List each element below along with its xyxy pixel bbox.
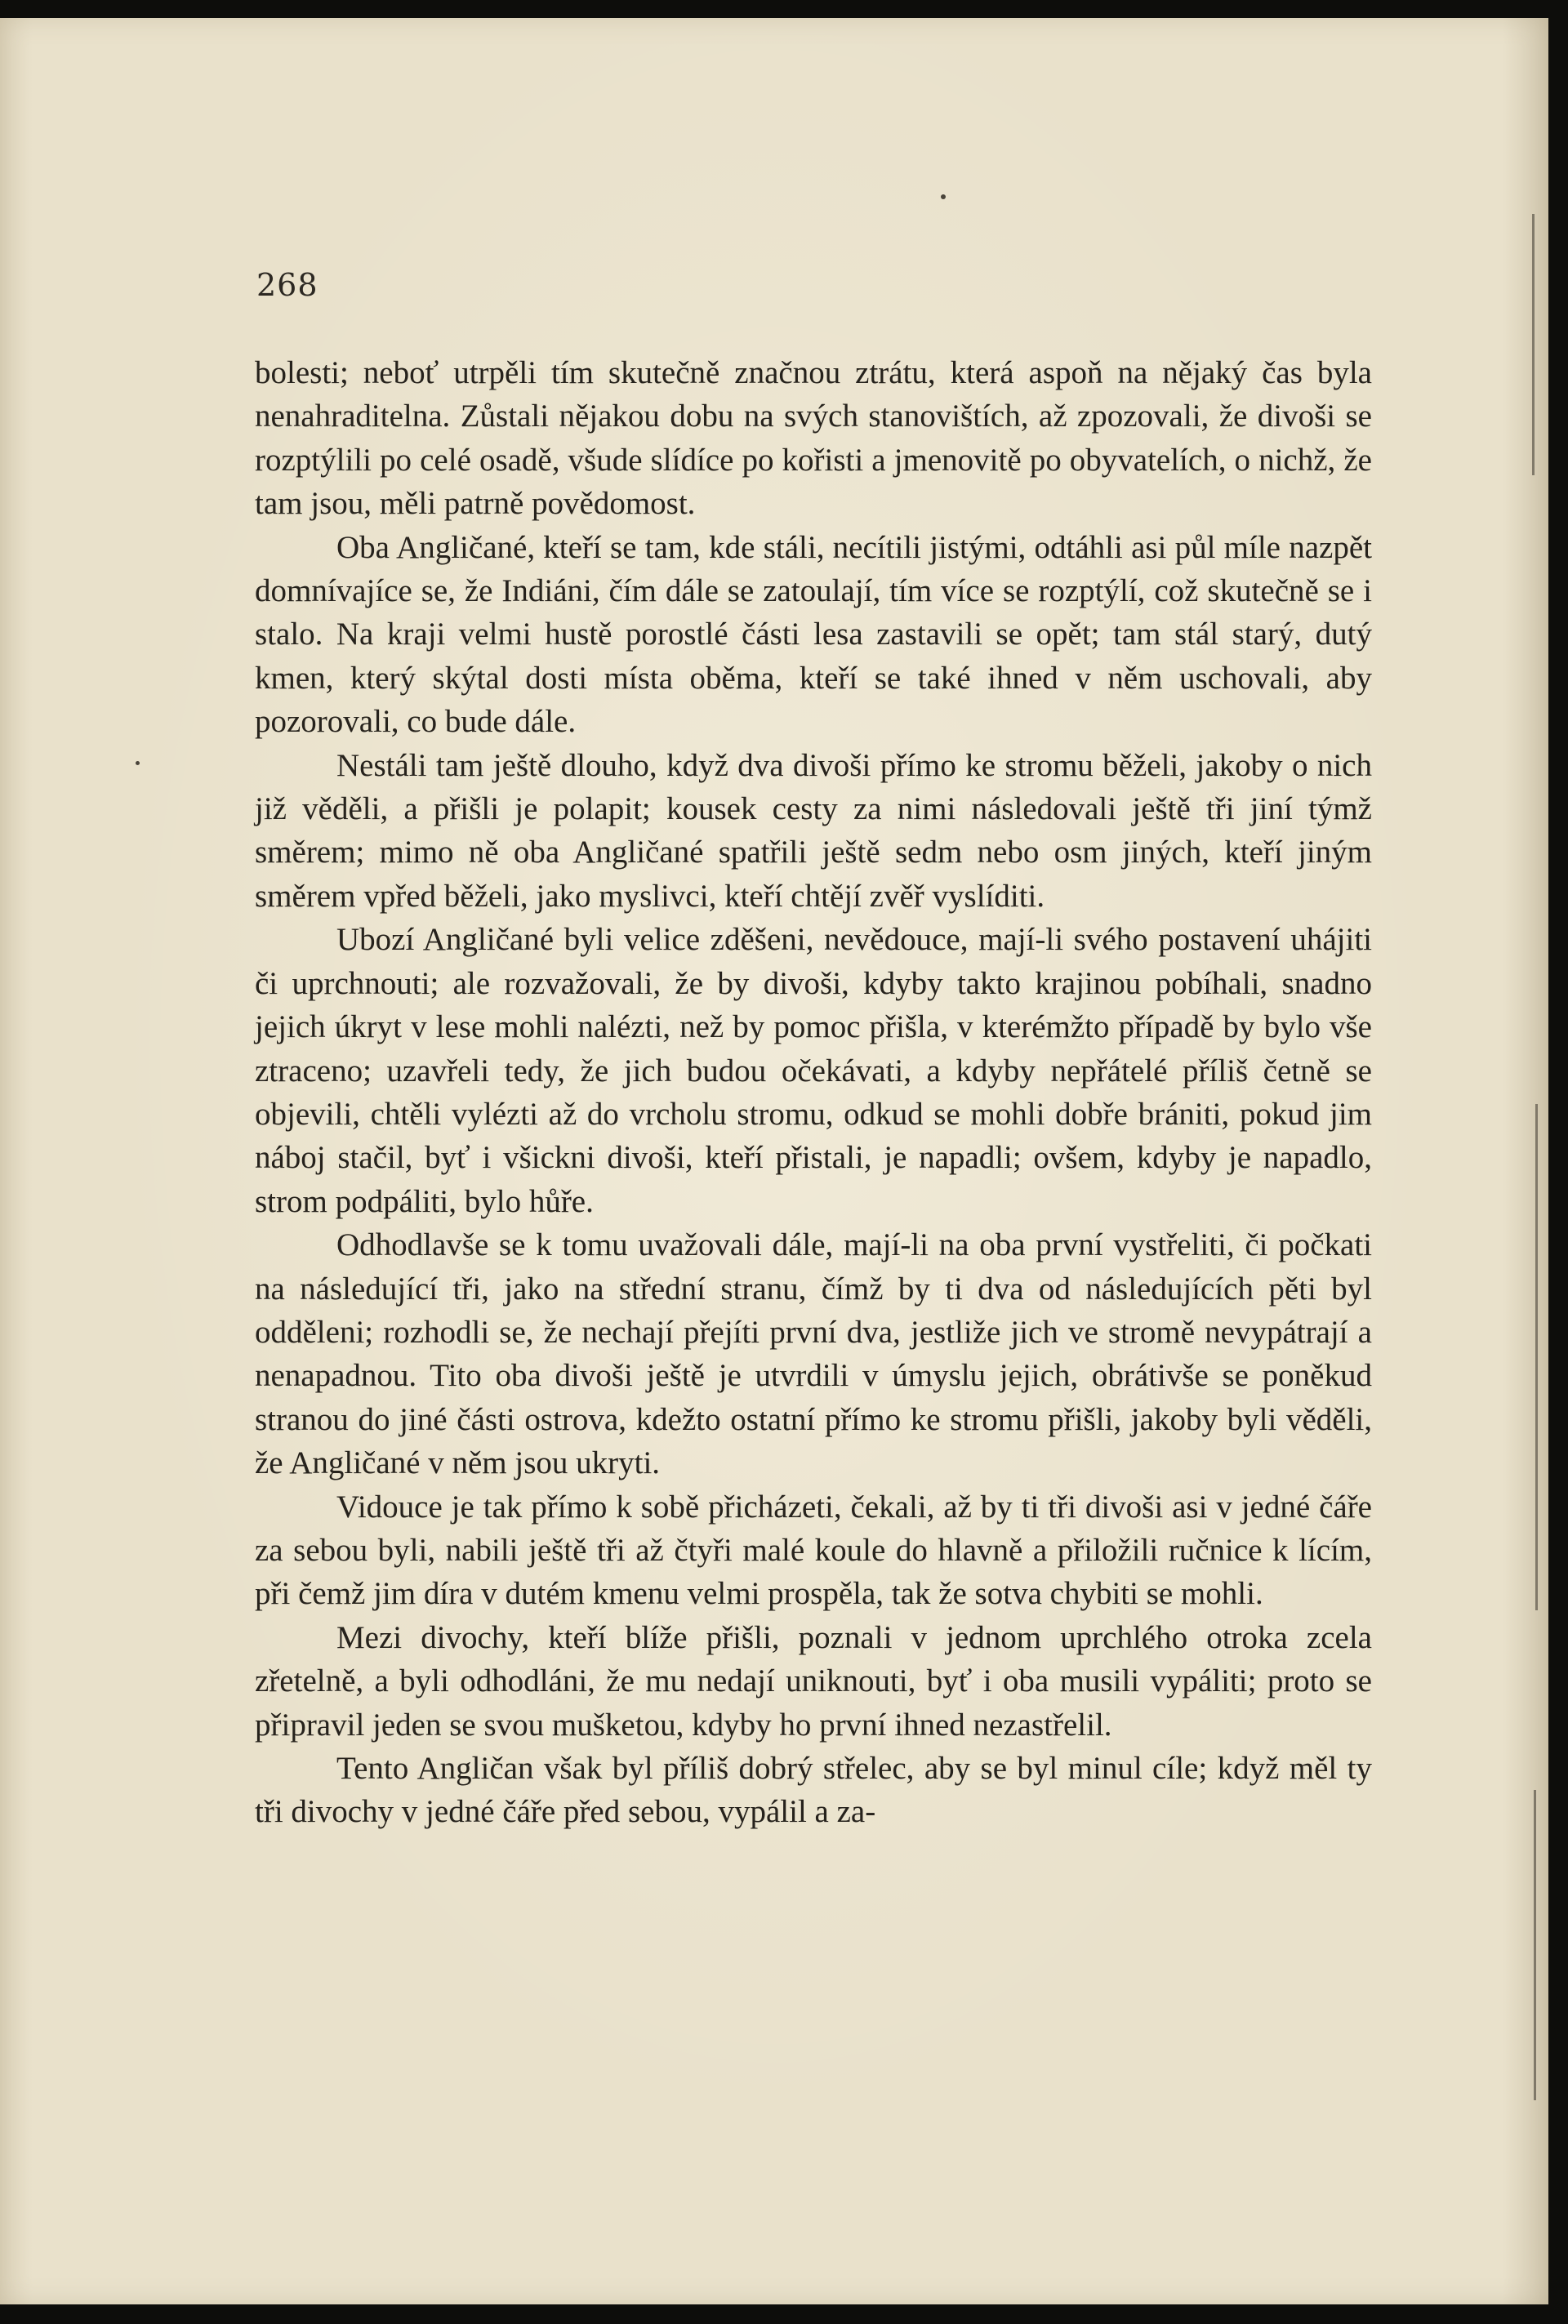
paragraph: Mezi divochy, kteří blíže přišli, poznali v jednom uprchlého otroka zcela zřetelně, a byli odhodláni, že mu nedají uniknouti, byť i oba musili vypáliti; proto se připravil jeden se svou mušketou, kdyby ho první ihned nezastřelil. [255,1619,1372,1743]
page-edge-mark [1532,214,1535,475]
paragraph: Odhodlavše se k tomu uvažovali dále, mají-li na oba první vystřeliti, či počkati na následující tři, jako na střední stranu, čímž by ti dva od následujících pěti byl odděleni; rozhodli se, že nechají přejíti první dva, jestliže jich ve stromě nevypátrají a nenapadnou. Tito oba divoši ještě je utvrdili v úmyslu jejich, obrátivše se poněkud stranou do jiné části ostrova, kdežto ostatní přímo ke stromu přišli, jakoby byli věděli, že Angličané v něm jsou ukryti. [255,1227,1372,1481]
page-edge-mark [1534,1790,1536,2100]
book-page [0,18,1548,2304]
paragraph: Oba Angličané, kteří se tam, kde stáli, necítili jistými, odtáhli asi půl míle nazpět domnívajíce se, že Indiáni, čím dále se zatoulají, tím více se rozptýlí, což skutečně se i stalo. Na kraji velmi hustě porostlé části lesa zastavili se opět; tam stál starý, dutý kmen, který skýtal dosti místa oběma, kteří se také ihned v něm uschovali, aby pozorovali, co bude dále. [255,529,1372,740]
paragraph: Tento Angličan však byl příliš dobrý střelec, aby se byl minul cíle; když měl ty tři divochy v jedné čáře před sebou, vypálil a za- [255,1751,1372,1830]
ink-speck [136,761,140,765]
page-edge-mark [1535,1104,1538,1610]
paragraph: bolesti; neboť utrpěli tím skutečně značnou ztrátu, která aspoň na nějaký čas byla nenahraditelna. Zůstali nějakou dobu na svých stanovištích, až zpozovali, že divoši se rozptýlili po celé osadě, všude slídíce po kořisti a jmenovitě po obyvatelích, o nichž, že tam jsou, měli patrně povědomost. [255,355,1372,522]
scan-border [1548,0,1568,2324]
page-number: 268 [256,267,318,303]
paragraph: Vidouce je tak přímo k sobě přicházeti, čekali, až by ti tři divoši asi v jedné čáře za sebou byli, nabili ještě tři až čtyři malé koule do hlavně a přiložili ručnice k lícím, při čemž jim díra v dutém kmenu velmi prospěla, tak že sotva chybiti se mohli. [255,1489,1372,1612]
paragraph: Nestáli tam ještě dlouho, když dva divoši přímo ke stromu běželi, jakoby o nich již věděli, a přišli je polapit; kousek cesty za nimi následovali ještě tři jiní týmž směrem; mimo ně oba Angličané spatřili ještě sedm nebo osm jiných, kteří jiným směrem vpřed běželi, jako myslivci, kteří chtějí zvěř vyslíditi. [255,747,1372,914]
ink-speck [941,194,946,199]
paragraph: Ubozí Angličané byli velice zděšeni, nevědouce, mají-li svého postavení uhájiti či uprchnouti; ale rozvažovali, že by divoši, kdyby takto krajinou pobíhali, snadno jejich úkryt v lese mohli nalézti, než by pomoc přišla, v kterémžto případě by bylo vše ztraceno; uzavřeli tedy, že jich budou očekávati, a kdyby nepřátelé příliš četně se objevili, chtěli vylézti až do vrcholu stromu, odkud se mohli dobře brániti, pokud jim náboj stačil, byť i všickni divoši, kteří přistali, je napadli; ovšem, kdyby je napadlo, strom podpáliti, bylo hůře. [255,922,1372,1219]
body-text [255,351,1372,1834]
